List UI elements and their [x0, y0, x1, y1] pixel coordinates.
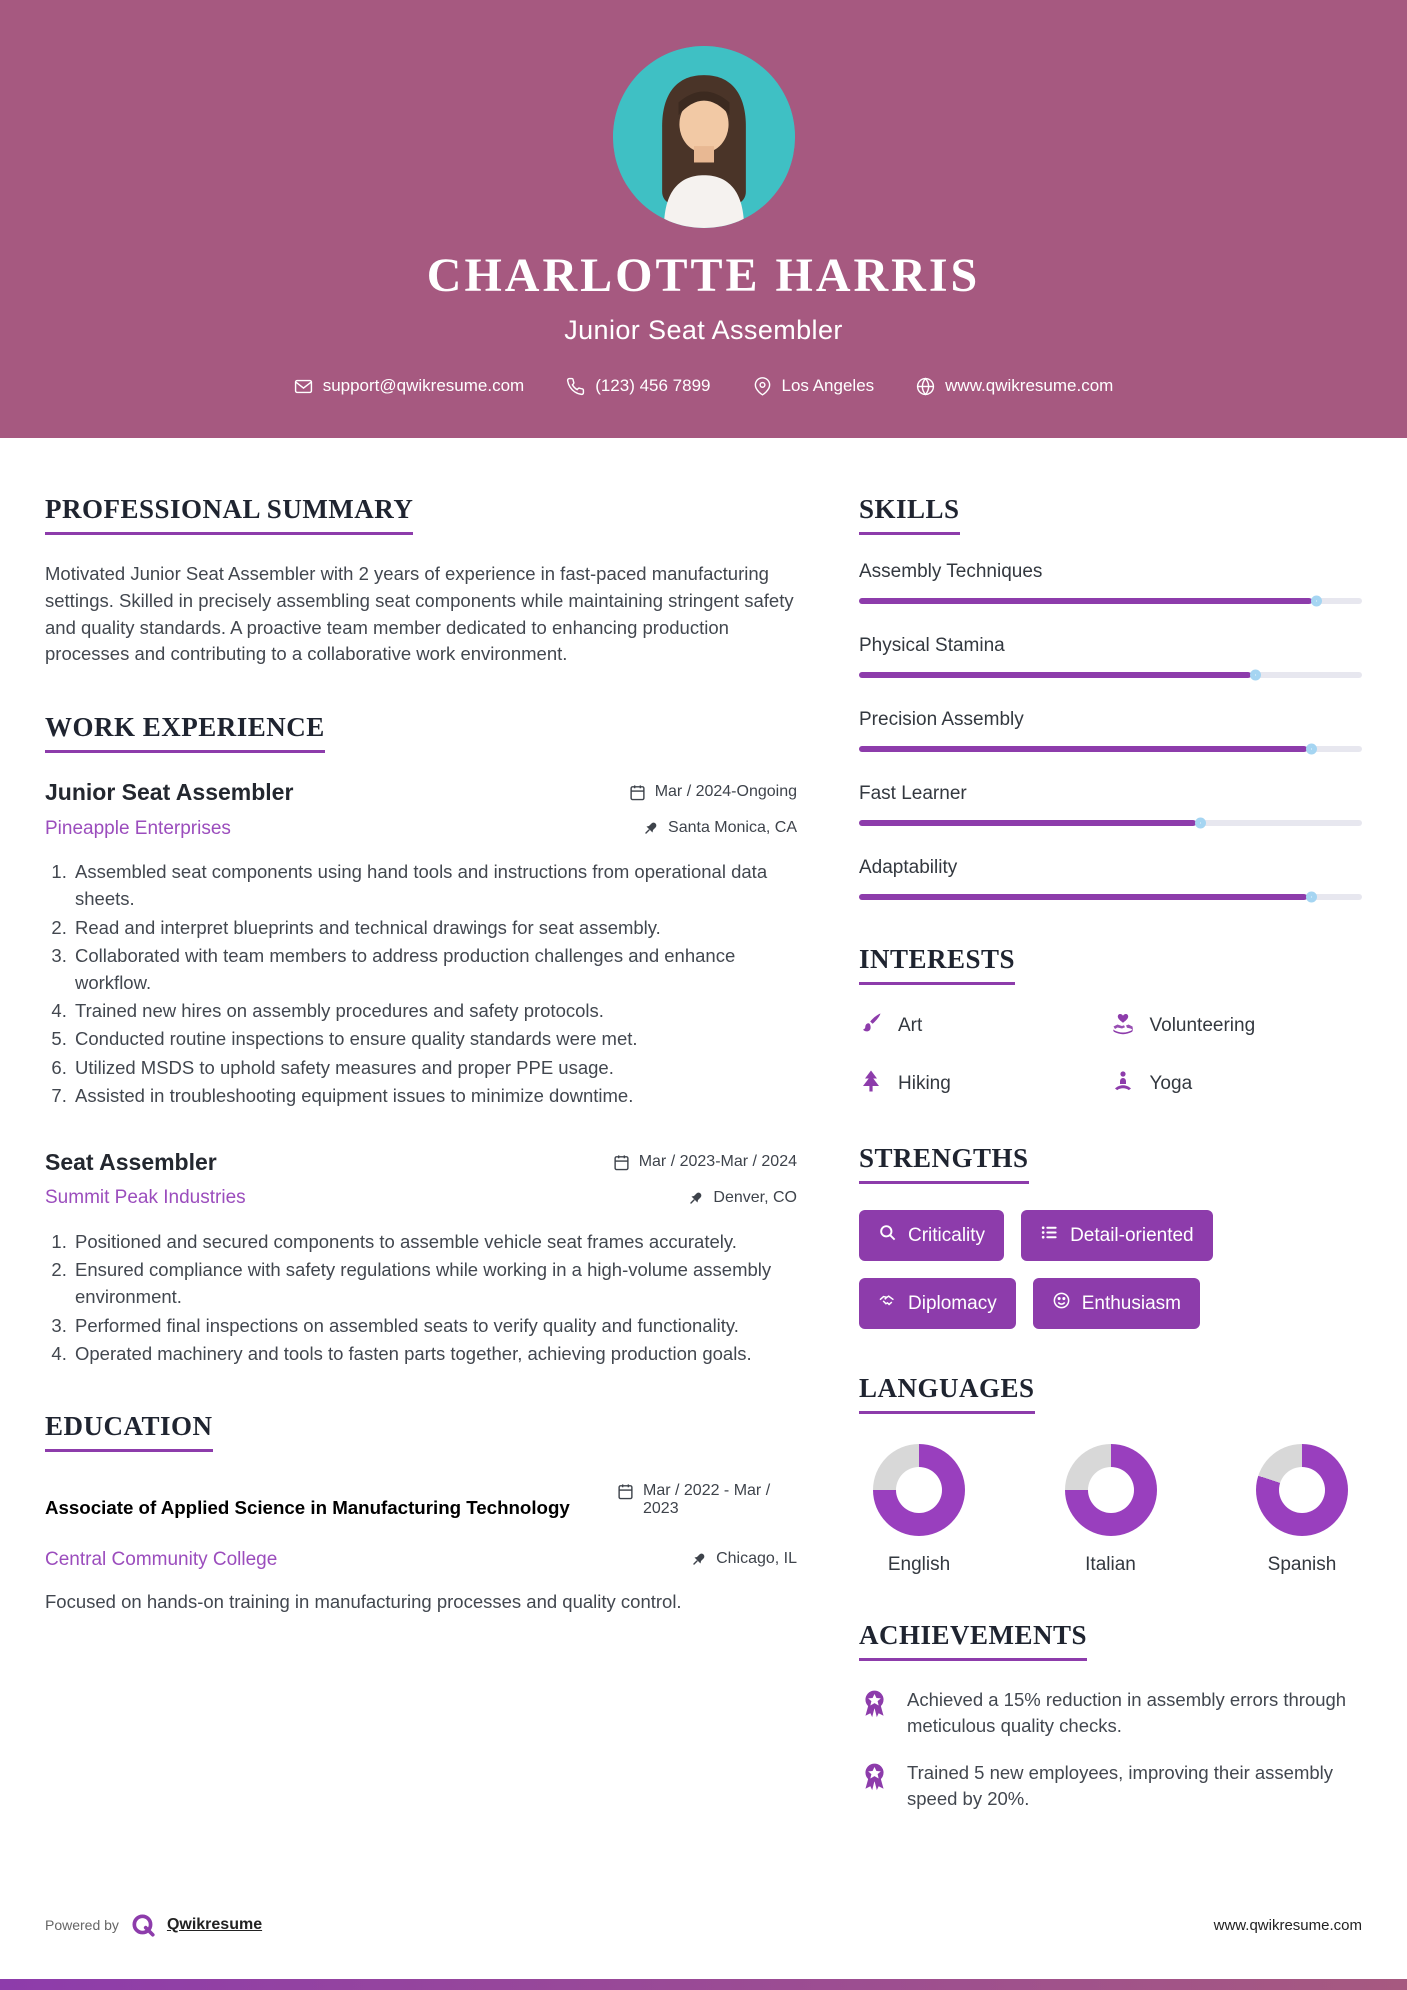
tree-icon: [859, 1069, 883, 1099]
email-icon: [294, 377, 313, 396]
contact-email-text: support@qwikresume.com: [322, 376, 525, 395]
section-heading-languages: LANGUAGES: [859, 1373, 1035, 1414]
strength-badge: [859, 1278, 1016, 1329]
job-bullet: 2. Read and interpret blueprints and technical drawings for seat assembly.: [72, 914, 797, 941]
medal-icon: [859, 1761, 890, 1813]
footer: [45, 1912, 1362, 1938]
contact-website-text: www.qwikresume.com: [945, 376, 1114, 395]
skill-name: Precision Assembly: [859, 709, 1024, 730]
paintbrush-icon: [859, 1011, 883, 1041]
job-bullet: 3. Collaborated with team members to address production challenges and enhance workflow.: [72, 942, 797, 996]
interest-item: [1111, 1011, 1363, 1041]
job-bullet: 1. Positioned and secured components to assemble vehicle seat frames accurately.: [72, 1228, 797, 1255]
job-dates-text: Mar / 2024-Ongoing: [654, 783, 797, 801]
avatar: [613, 46, 795, 228]
skill-bar: [859, 746, 1362, 752]
summary-text: Motivated Junior Seat Assembler with 2 years of experience in fast-paced manufacturing settings. Skilled in precisely assembling seat components while maintaining stringent safety and quality standards. A proactive team member dedicated to enhancing production processes and contributing to a collaborative work environment.: [45, 563, 794, 665]
contact-row: [0, 376, 1407, 396]
job-bullet: 6. Utilized MSDS to uphold safety measures and proper PPE usage.: [72, 1054, 797, 1081]
interest-item: [859, 1011, 1111, 1041]
skill-name: Adaptability: [859, 857, 958, 878]
language-donut-chart: [873, 1444, 965, 1536]
interest-item: [1111, 1069, 1363, 1099]
medal-icon: [859, 1688, 890, 1740]
job-bullet: 1. Assembled seat components using hand tools and instructions from operational data sheets.: [72, 858, 797, 912]
section-work-experience: [45, 712, 797, 1367]
strength-badge: [1033, 1278, 1200, 1329]
section-strengths: [859, 1143, 1362, 1329]
job-dates: [613, 1153, 797, 1176]
language-name: English: [887, 1554, 951, 1575]
section-heading-education: EDUCATION: [45, 1411, 213, 1452]
job-location-text: Santa Monica, CA: [668, 819, 797, 837]
calendar-icon: [629, 783, 646, 806]
section-education: [45, 1411, 797, 1616]
language-name: Italian: [1085, 1554, 1136, 1575]
skill-name: Physical Stamina: [859, 635, 1005, 656]
smiley-icon: [1052, 1291, 1071, 1316]
magnifier-icon: [878, 1223, 897, 1248]
contact-phone[interactable]: [566, 376, 710, 396]
section-heading-achievements: ACHIEVEMENTS: [859, 1620, 1087, 1661]
avatar-illustration: [613, 46, 795, 228]
achievement-item: [859, 1760, 1362, 1813]
powered-by-label: Powered by: [45, 1917, 119, 1933]
strength-label: Diplomacy: [908, 1292, 997, 1314]
person-job-title: Junior Seat Assembler: [564, 315, 843, 345]
interest-label: Art: [898, 1015, 923, 1036]
language-donut-chart: [1256, 1444, 1348, 1536]
slider-handle[interactable]: [1250, 670, 1261, 681]
interest-item: [859, 1069, 1111, 1099]
header: [0, 0, 1407, 438]
qwikresume-logo-icon: [130, 1912, 156, 1938]
achievement-item: [859, 1687, 1362, 1740]
language-item: [873, 1444, 965, 1576]
list-icon: [1040, 1223, 1059, 1248]
job-bullet: 4. Trained new hires on assembly procedures and safety protocols.: [72, 997, 797, 1024]
section-heading-work: WORK EXPERIENCE: [45, 712, 325, 753]
skill-row: [859, 561, 1362, 604]
section-interests: [859, 944, 1362, 1099]
job-location-text: Denver, CO: [713, 1188, 797, 1206]
job-bullet: 7. Assisted in troubleshooting equipment issues to minimize downtime.: [72, 1082, 797, 1109]
contact-location[interactable]: [753, 376, 875, 396]
education-dates-text: Mar / 2022 - Mar / 2023: [643, 1481, 771, 1517]
job-dates: [629, 783, 797, 806]
section-achievements: [859, 1620, 1362, 1812]
job-location: [642, 819, 797, 842]
skill-row: [859, 709, 1362, 752]
language-name: Spanish: [1267, 1554, 1337, 1575]
skill-bar: [859, 820, 1362, 826]
education-dates: [617, 1482, 797, 1518]
section-heading-strengths: STRENGTHS: [859, 1143, 1029, 1184]
skill-row: [859, 857, 1362, 900]
language-donut-chart: [1065, 1444, 1157, 1536]
education-location-text: Chicago, IL: [716, 1550, 797, 1568]
footer-website-link[interactable]: www.qwikresume.com: [1213, 1916, 1362, 1934]
slider-handle[interactable]: [1306, 744, 1317, 755]
job-bullet: 2. Ensured compliance with safety regulations while working in a high-volume assembly environment.: [72, 1256, 797, 1310]
phone-icon: [566, 377, 585, 396]
section-heading-interests: INTERESTS: [859, 944, 1015, 985]
calendar-icon: [613, 1153, 630, 1176]
achievement-text: Achieved a 15% reduction in assembly errors through meticulous quality checks.: [907, 1689, 1347, 1737]
job-bullet-list: [45, 1228, 797, 1367]
bottom-accent-bar: [0, 1979, 1407, 1990]
job-bullet: 4. Operated machinery and tools to fasten parts together, achieving production goals.: [72, 1340, 797, 1367]
strength-badge: [1021, 1210, 1213, 1261]
hands-heart-icon: [1111, 1011, 1135, 1041]
skill-row: [859, 635, 1362, 678]
slider-handle[interactable]: [1306, 892, 1317, 903]
skill-name: Assembly Techniques: [859, 561, 1043, 582]
section-languages: [859, 1373, 1362, 1576]
handshake-icon: [878, 1291, 897, 1316]
skill-bar: [859, 894, 1362, 900]
section-professional-summary: [45, 494, 797, 668]
pushpin-icon: [690, 1550, 707, 1573]
job-entry: [45, 1149, 797, 1367]
globe-icon: [916, 377, 935, 396]
job-location: [687, 1189, 797, 1212]
job-bullet: 3. Performed final inspections on assembled seats to verify quality and functionality.: [72, 1312, 797, 1339]
interest-label: Hiking: [898, 1073, 951, 1094]
interest-label: Volunteering: [1149, 1015, 1256, 1036]
strength-label: Detail-oriented: [1070, 1224, 1194, 1246]
pushpin-icon: [687, 1189, 704, 1212]
job-title: Junior Seat Assembler: [45, 779, 294, 806]
slider-handle[interactable]: [1311, 596, 1322, 607]
skill-bar: [859, 598, 1362, 604]
location-icon: [753, 377, 772, 396]
person-name: CHARLOTTE HARRIS: [426, 249, 981, 302]
yoga-icon: [1111, 1069, 1135, 1099]
job-company: Pineapple Enterprises: [45, 817, 231, 839]
education-location: [690, 1550, 797, 1573]
skill-name: Fast Learner: [859, 783, 967, 804]
education-degree: Associate of Applied Science in Manufacturing Technology: [45, 1496, 570, 1518]
job-bullet: 5. Conducted routine inspections to ensure quality standards were met.: [72, 1025, 797, 1052]
skill-bar: [859, 672, 1362, 678]
job-title: Seat Assembler: [45, 1148, 217, 1175]
language-item: [1065, 1444, 1157, 1576]
strength-label: Criticality: [908, 1224, 986, 1246]
section-heading-summary: PROFESSIONAL SUMMARY: [45, 494, 413, 535]
contact-website[interactable]: [916, 376, 1113, 396]
job-company: Summit Peak Industries: [45, 1187, 246, 1209]
strength-badge: [859, 1210, 1004, 1261]
contact-email[interactable]: [294, 376, 525, 396]
contact-phone-text: (123) 456 7899: [595, 376, 711, 395]
education-school: Central Community College: [45, 1548, 278, 1570]
qwikresume-brand-link[interactable]: Qwikresume: [166, 1916, 263, 1933]
education-description: Focused on hands-on training in manufacturing processes and quality control.: [45, 1591, 682, 1613]
contact-location-text: Los Angeles: [781, 376, 875, 395]
slider-handle[interactable]: [1195, 818, 1206, 829]
strength-label: Enthusiasm: [1081, 1292, 1181, 1314]
section-heading-skills: SKILLS: [859, 494, 960, 535]
calendar-icon: [617, 1482, 634, 1505]
pushpin-icon: [642, 819, 659, 842]
language-item: [1256, 1444, 1348, 1576]
interest-label: Yoga: [1149, 1073, 1193, 1094]
job-bullet-list: [45, 858, 797, 1109]
section-skills: [859, 494, 1362, 900]
achievement-text: Trained 5 new employees, improving their assembly speed by 20%.: [907, 1761, 1334, 1809]
job-entry: [45, 779, 797, 1109]
skill-row: [859, 783, 1362, 826]
job-dates-text: Mar / 2023-Mar / 2024: [638, 1152, 797, 1170]
